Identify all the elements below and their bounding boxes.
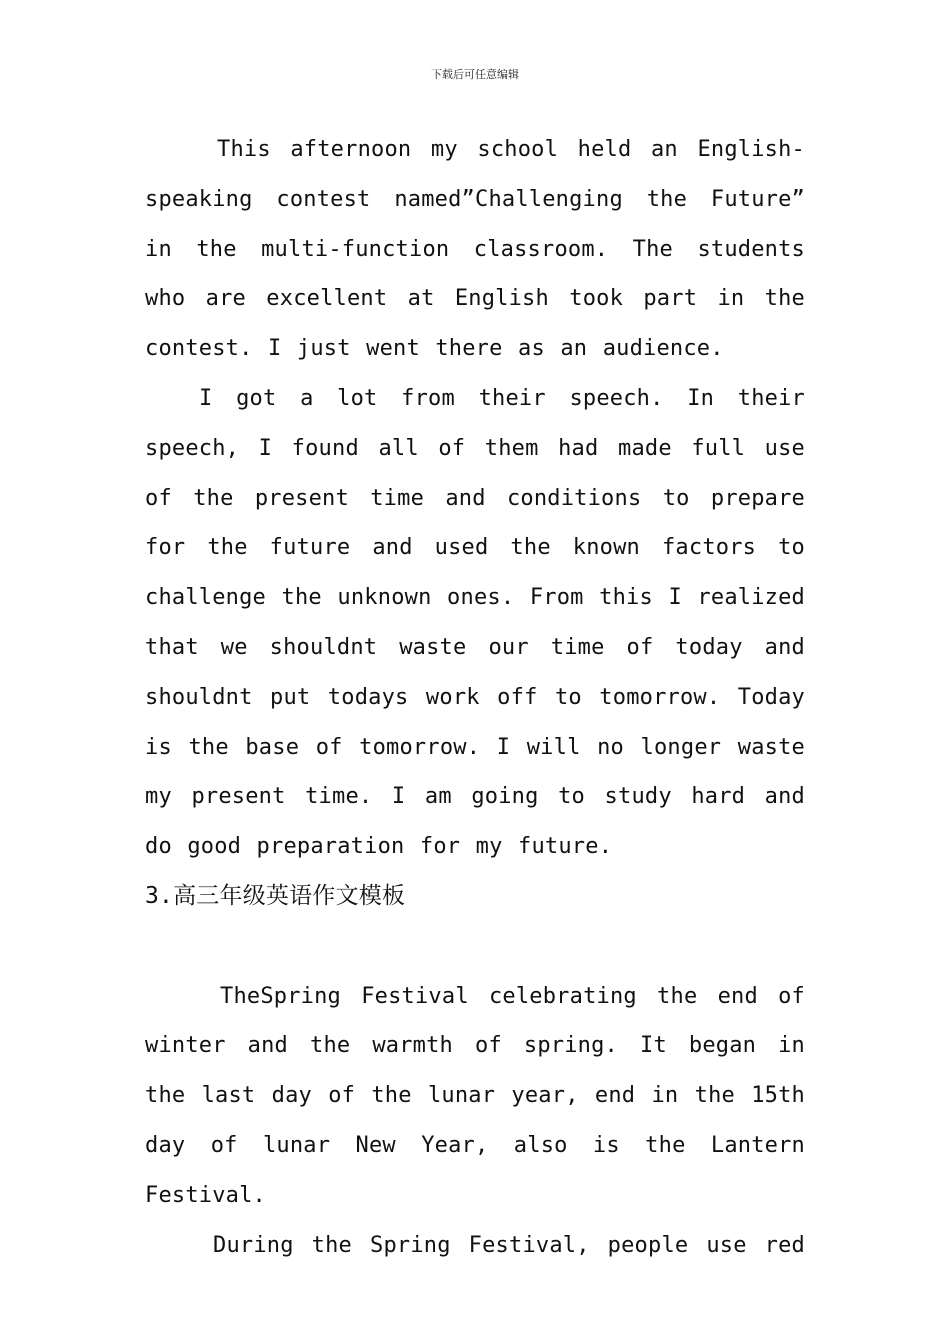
paragraph-red: During the Spring Festival, people use red <box>213 1232 805 1258</box>
blank-line <box>145 922 805 972</box>
section-heading: 3.高三年级英语作文模板 <box>145 882 406 909</box>
document-body <box>145 125 805 1270</box>
paragraph-spring-festival: TheSpring Festival celebrating the end of winter and the warmth of spring. It began in the last day of the lunar year, end in the 15th day of lunar New Year, also is the Lantern Festival. <box>145 983 805 1208</box>
page-header: 下载后可任意编辑 <box>431 68 519 81</box>
paragraph-speech: I got a lot from their speech. In their speech, I found all of them had made full use of the present time and conditions to prepare for the future and used the known factors to challenge the unknown ones. From this I realized that we shouldnt waste our time of today and shouldnt put todays work off to tomorrow. Today is the base of tomorrow. I will no longer waste my present time. I am going to study hard and do good preparation for my future. <box>145 385 805 860</box>
paragraph-contest: This afternoon my school held an English-speaking contest named”Challenging the Future” in the multi-function classroom. The students who are excellent at English took part in the contest. I just went there as an audience. <box>145 137 805 362</box>
